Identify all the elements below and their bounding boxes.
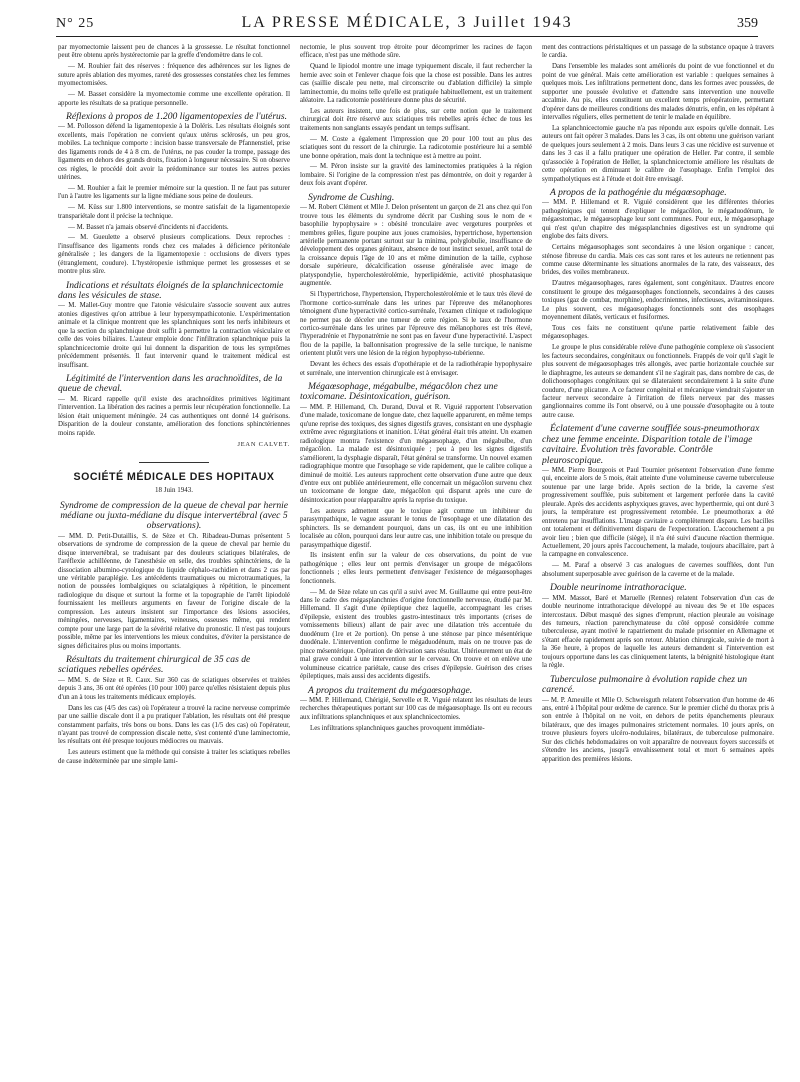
paragraph: — M. Gueulette a observé plusieurs complications. Deux reproches : l'insuffisance des ligaments ronds chez ces malades à déficience péritonéale généralisée ; les dangers de la ligamentopexie : occlusions de divers types (étranglement, coudure). L'hystéropexie isthmique permet les grossesses et se montre plus sûre. — [58, 234, 290, 276]
paragraph: — M. Küss sur 1.800 interventions, se montre satisfait de la ligamentopexie transpariétale dont il précise la technique. — [58, 204, 290, 220]
section-heading: Réflexions à propos de 1.200 ligamentopexies de l'utérus. — [66, 110, 287, 122]
issue-number: N° 25 — [56, 16, 95, 31]
column-3 — [542, 44, 774, 1074]
section-heading: Légitimité de l'intervention dans les arachnoïdites, de la queue de cheval. — [58, 373, 283, 395]
section-heading: Tuberculose pulmonaire à évolution rapide chez un carencé. — [542, 673, 747, 696]
paragraph: — M. Coste a également l'impression que 20 pour 100 tout au plus des sciatiques sont du ressort de la chirurgie. La radicotomie postérieure lui a semblé une bonne opération, mais dont la technique est à mettre au point. — [300, 135, 532, 160]
paragraph: — M. Rouhier fait des réserves : fréquence des adhérences sur les lignes de suture après ablation des myomes, rareté des grossesses constatées chez les femmes myomectomisées. — [58, 63, 290, 88]
paragraph: Ils insistent enfin sur la valeur de ces observations, du point de vue pathogénique ; elles leur ont permis d'envisager un groupe de mégacôlons fonctionnels ; elles leurs permettent d'envisager l'existence de mégaœsophages fonctionnels. — [300, 552, 532, 585]
author-signature: JEAN CALVET. — [237, 441, 290, 449]
journal-title: LA PRESSE MÉDICALE, 3 Juillet 1943 — [241, 14, 573, 31]
section-heading: Mégaœsophage, mégabulbe, mégacôlon chez une toxicomane. Désintoxication, guérison. — [300, 381, 498, 403]
paragraph: — MM. D. Petit-Dutaillis, S. de Sèze et Ch. Ribadeau-Dumas présentent 5 observations de syndrome de compression de la queue de cheval par hernie du disque intervertébral, se traduisant par des douleurs sciatiques bilatérales, de l'aréflexie achilléenne, de l'anesthésie en selle, des troubles sphinctériens, de la dissociation albumino-cytologique du liquide céphalo-rachidien et dans 2 cas par une véritable paraplégie. Les antécédents traumatiques ou microtraumatiques, la notion de poussées lombalgiques ou sciatalgiques à répétition, le pincement radiologique du disque et surtout la forme et la topographie de l'arrêt lipiodolé fournissaient les meilleurs arguments en faveur de l'origine discale de la compression. Les auteurs insistent sur l'importance des lésions associées, méningées, nerveuses, ligamentaires, veineuses, osseuses même, qui rendent compte pour une large part de la sévérité relative du pronostic. Il n'est pas toujours possible, même par les interventions les mieux conduites, d'éviter la persistance de signes déficitaires plus ou moins importants. — [58, 532, 290, 650]
header-rule — [56, 36, 758, 37]
session-date: 18 Juin 1943. — [155, 486, 193, 495]
paragraph: — MM. Pierre Bourgeois et Paul Tournier présentent l'observation d'une femme qui, enceinte alors de 5 mois, était atteinte d'une volumineuse caverne tuberculeuse soutenue par une large bride. Après section de la bride, la caverne s'est progressivement soufflée, puis subitement et largement perforée dans la cavité pleurale. Après des accidents asphyxiques graves, avec hyperthermie, qui ont duré 3 jours, la température est progressivement retombée. Le pneumothorax a été entretenu par insufflations. L'image cavitaire a complètement disparu. Les bacilles ont totalement et définitivement disparu de l'expectoration. L'accouchement a pu avoir lieu ; bien que difficile (siège), il n'a été suivi d'aucune réaction thermique. Actuellement, 20 jours après l'accouchement, la malade, toujours abacillaire, part à la campagne en convalescence. — [542, 466, 774, 559]
page-number: 359 — [737, 16, 758, 31]
paragraph: — MM. P. Hillemand et R. Viguié considèrent que les différentes théories pathogéniques qui tentent d'expliquer le mégacôlon, le mégaduodénum, le mégaestomac, le mégaœsophage leur sont communes. Pour eux, le mégaœsophage qui n'est qu'un chapitre des mégasplanchnies digestives est un syndrome qui englobe des faits divers. — [542, 199, 774, 241]
paragraph: — M. Pollosson défend la ligamentopexie à la Doléris. Les résultats éloignés sont excellents, mais l'opération ne convient qu'aux utérus sclérosés, un peu gros, mobiles. La technique comporte : incision basse transversale de Pfannenstiel, prise des ligaments ronds de 4 à 8 cm. de l'utérus, ne pas couder la trompe, passage des ligaments en dehors des grands droits, fixation à longueur nécessaire. Si on observe ces règles, le procédé doit avoir la prédominance sur toutes les autres pexies utérines. — [58, 123, 290, 182]
paragraph: — MM. P. Hillemand, Chérigié, Servelle et R. Viguié relatent les résultats de leurs recherches thérapeutiques portant sur 100 cas de mégaœsophage. Ils ont eu recours aux infiltrations splanchniques et aux splanchnicectomies. — [300, 696, 532, 721]
paragraph: Dans les cas (4/5 des cas) où l'opérateur a trouvé la racine nerveuse comprimée par une saillie discale dont il a pu pratiquer l'ablation, les résultats ont été presque constamment parfaits, très bons ou bons. Dans les cas (1/5 des cas) où l'opérateur, n'ayant pas trouvé de compression discale nette, s'est contenté d'une laminectomie, les résultats ont été presque toujours médiocres ou mauvais. — [58, 704, 290, 746]
paragraph: Le groupe le plus considérable relève d'une pathogénie complexe où s'associent les facteurs secondaires, congénitaux ou fonctionnels. Frappés de voir qu'il s'agit le plus souvent de mégaœsophages très allongés, avec partie horizontale couchée sur le diaphragme, les auteurs se demandent s'il ne s'agirait pas, dans nombre de cas, de dolichoœsophages congénitaux qui se dilateraient secondairement à la suite d'une coudure, d'une plicature. A ce facteur congénital et mécanique viendrait s'ajouter un facteur nerveux secondaire à l'irritation de filets nerveux par des masses ganglionnaires comme ils l'ont observé, ou à une poussée d'œsophagite ou à toute autre cause. — [542, 344, 774, 419]
section-heading: Double neurinome intrathoracique. — [550, 582, 687, 594]
section-heading: A propos du traitement du mégaœsophage. — [308, 684, 473, 696]
paragraph: La splanchnicectomie gauche n'a pas répondu aux espoirs qu'elle donnait. Les auteurs ont fait opérer 3 malades. Dans les 3 cas, ils ont obtenu une guérison variant de quelques jours seulement à 2 mois. Dans leurs 3 cas une récidive est survenue et dans les 3 cas il a fallu pratiquer une opération de Heller. Par contre, il semble qu'associée à l'opération de Heller, la splanchnicectomie améliore les résultats de cette opération en diminuant le calibre de l'œsophage. Enfin l'emploi des sympatholytiques est à l'étude et doit être envisagé. — [542, 124, 774, 183]
section-heading: Syndrome de compression de la queue de cheval par hernie médiane ou juxta-médiane du disque intervertébral (avec 5 observations). — [59, 499, 289, 532]
paragraph: Certains mégaœsophages sont secondaires à une lésion organique : cancer, sténose fibreuse du cardia. Mais ces cas sont rares et les auteurs ne retiennent pas comme cause déterminante les situations anormales de la rate, des vaisseaux, des brides, des voiles membraneux. — [542, 244, 774, 277]
section-heading: Syndrome de Cushing. — [308, 191, 395, 203]
section-heading: Résultats du traitement chirurgical de 35 cas de sciatiques rebelles opérées. — [58, 654, 251, 676]
paragraph: nectomie, le plus souvent trop étroite pour décomprimer les racines de façon efficace, n'est pas une méthode sûre. — [300, 44, 532, 60]
paragraph: Devant les échecs des essais d'opothérapie et de la radiothérapie hypophysaire et surrénale, une intervention chirurgicale est à envisager. — [300, 361, 532, 377]
section-heading: Indications et résultats éloignés de la splanchnicectomie dans les vésicules de stase. — [58, 279, 284, 302]
paragraph: — M. Péron insiste sur la gravité des laminectomies pratiquées à la région lombaire. Si l'origine de la compression n'est pas démontrée, on doit y regarder à deux fois avant d'opérer. — [300, 163, 532, 188]
paragraph: — M. Basset considère la myomectomie comme une excellente opération. Il apporte les résultats de sa pratique personnelle. — [58, 91, 290, 107]
paragraph: — M. Ricard rappelle qu'il existe des arachnoïdites primitives légitimant l'intervention. La libération des racines a permis leur récupération fonctionnelle. La lésion était uniquement méningée. 24 cas authentiques ont donné 14 guérisons. Disparition de la douleur constante, amélioration des fonctions sphinctériennes moins rapide. — [58, 395, 290, 437]
paragraph: — M. Basset n'a jamais observé d'incidents ni d'accidents. — [68, 223, 229, 231]
paragraph: Les auteurs admettent que le toxique agit comme un inhibiteur du parasympathique, le vague assurant le tonus de l'œsophage et une dilatation des sphincters. Ils se demandent pourquoi, dans un cas, ils ont eu une inhibition localisée au côlon, pourquoi dans leur autre cas, une inhibition totale ou presque du parasympathique digestif. — [300, 507, 532, 549]
paragraph: D'autres mégaœsophages, rares également, sont congénitaux. D'autres encore constituent le groupe des mégaœsophages fonctionnels, secondaires à des causes toxiques (gaz de combat, morphine), endocriniennes, infectieuses, avitaminosiques. Le plus souvent, ces mégaœsophages fonctionnels sont des œsophages moyennement dilatés, verticaux et fusiformes. — [542, 280, 774, 322]
column-1 — [58, 44, 290, 1074]
paragraph: Les auteurs insistent, une fois de plus, sur cette notion que le traitement chirurgical doit être réservé aux sciatiques très rebelles après échec de tous les traitements non sanglants essayés pendant un temps suffisant. — [300, 107, 532, 132]
paragraph: — MM. Massot, Baré et Maruelle (Rennes) relatent l'observation d'un cas de double neurinome intrathoracique développé au niveau des 9e et 10e espaces intercostaux. Début masqué des signes d'emprunt, réaction pleurale au voisinage des tumeurs, réaction parenchymateuse du côté opposé considérée comme tuberculeuse, ayant motivé le rapatriement du malade prisonnier en Allemagne et s'étant effacée rapidement après son retour. Ablation chirurgicale, suivie de mort à la 36e heure, à propos de laquelle les auteurs demandent si l'intervention est toujours opportune dans les cas cliniquement latents, la bénignité histologique étant la règle. — [542, 594, 774, 670]
paragraph: — M. Rouhier a fait le premier mémoire sur la question. Il ne faut pas suturer l'un à l'autre les ligaments sur la ligne médiane sous peine de douleurs. — [58, 184, 290, 201]
paragraph: Les auteurs estiment que la méthode qui consiste à traiter les sciatiques rebelles de cause indéterminée par une simple lami- — [58, 749, 290, 765]
paragraph: Les infiltrations splanchniques gauches provoquent immédiate- — [310, 724, 485, 732]
paragraph: par myomectomie laissent peu de chances à la grossesse. Le résultat fonctionnel peut être obtenu après hystérectomie par la greffe d'endomètre dans le col. — [58, 44, 290, 60]
paragraph: Tous ces faits ne constituent qu'une partie relativement faible des mégaœsophages. — [542, 324, 774, 341]
section-divider — [139, 462, 209, 463]
paragraph: — MM. S. de Sèze et R. Caux. Sur 360 cas de sciatiques observées et traitées depuis 3 ans, 36 ont été opérées (10 pour 100) parce qu'elles résistaient depuis plus d'un an à tous les traitements médicaux employés. — [58, 676, 290, 701]
section-heading: A propos de la pathogénie du mégaœsophage. — [550, 187, 727, 199]
paragraph: — M. P. Ameuille et Mlle O. Schweisguth relatent l'observation d'un homme de 46 ans, entré à l'hôpital pour œdème de carence. Sur le premier cliché du thorax pris à son entrée à l'hôpital on ne voit, en dehors de petits épanchements pleuraux bilatéraux, que des images pulmonaires strictement normales. 10 jours après, on trouve plusieurs foyers ulcéro-nodulaires, bilatéraux, de tuberculose pulmonaire. Sur des clichés hebdomadaires on voit apparaître de nouveaux foyers successifs et s'étendre les anciens, jusqu'à envahissement total et mort 6 semaines après apparition des premières lésions. — [542, 696, 774, 763]
paragraph: — MM. P. Hillemand, Ch. Durand, Duval et R. Viguié rapportent l'observation d'une malade, toxicomane de longue date, chez laquelle apparurent, en même temps qu'une reprise des toxiques, des signes digestifs graves, consistant en une dysphagie extrême avec régurgitations et inanition. L'état général était très atteint. Un examen radiologique montra l'existence d'un mégaœsophage, d'un mégabulbe, d'un mégacôlon. La malade est désintoxiquée ; peu à peu les signes digestifs s'améliorent, la dysphagie disparaît, l'état général se transforme. Un nouvel examen radiographique montre que l'œsophage se vide rapidement, que le calibre colique a diminué de moitié. Les auteurs rapprochent cette observation d'une autre que deux d'entre eux ont publiée antérieurement, elle concernait un mégacôlon survenu chez un toxicomane de longue date, mégacôlon qui disparut après une cure de désintoxication pour réapparaître après la reprise du toxique. — [300, 403, 532, 504]
paragraph: — M. Paraf a observé 3 cas analogues de cavernes soufflées, dont l'un absolument superposable avec guérison de la caverne et de la malade. — [542, 562, 774, 578]
paragraph: Si l'hypertrichose, l'hypertension, l'hypercholestérolémie et le taux très élevé de l'hormone cortico-surrénale dans les urines par l'épreuve des mélanophores témoignent d'une hyperactivité cortico-surrénale, l'examen clinique et radiologique ne permet pas de déceler une tumeur de cette région. Si le taux de l'hormone cortico-surrénale dans les urines par l'épreuve des mélanophores est très élevé, l'hyperadrénie et l'hyponatrémie ne sont pas en faveur d'une hyperactivité. L'aspect flou de la papille, la ballonnisation progressive de la selle turcique, le nanisme orientent plutôt vers une lésion de la région hypophyso-tubérienne. — [300, 291, 532, 358]
paragraph: — M. Robert Clément et Mlle J. Delon présentent un garçon de 21 ans chez qui l'on trouve tous les éléments du syndrome décrit par Cushing sous le nom de « basophilie hypophysaire » : obésité tronculaire avec vergetures pourprées et membres grêles, figure poupine aux joues cramoisies, hypertrichose, hypertension artérielle permanente portant surtout sur la minima, polyglobulie, insuffisance de développement des organes génitaux, absence de tout instinct sexuel, arrêt total de la croissance depuis l'âge de 10 ans et même diminution de la taille, cyphose dorsale supérieure, décalcification osseuse généralisée avec image de platyspondylie, hypercholestérolémie, hyperlipidémie, activité phosphatasique augmentée. — [300, 204, 532, 288]
paragraph: — M. Mallet-Guy montre que l'atonie vésiculaire s'associe souvent aux autres atonies digestives qu'on attribue à leur hypersympathicotonie. L'expérimentation animale et la clinique montrent que les splanchniques sont les nerfs inhibiteurs et que la section du splanchnique droit suffit à permettre la contraction vésiculaire et celle des voies biliaires. L'auteur emploie donc l'infiltration splanchnique puis la splanchnicectomie droite qui lui donnent la disparition de tous les symptômes précédemment présentés. Il faut intervenir quand le traitement médical est insuffisant. — [58, 302, 290, 369]
paragraph: Quand le lipiodol montre une image typiquement discale, il faut rechercher la hernie avec soin et l'enlever chaque fois que la chose est possible. Dans les autres cas (saillie discale peu nette, mal circonscrite ou d'ablation difficile) la simple laminectomie, du moins telle qu'elle est pratiquée habituellement, est un traitement aléatoire. La radicotomie postérieure donne plus de sécurité. — [300, 63, 532, 105]
column-2 — [300, 44, 532, 1074]
paragraph: ment des contractions péristaltiques et un passage de la substance opaque à travers le cardia. — [542, 44, 774, 60]
paragraph: Dans l'ensemble les malades sont améliorés du point de vue fonctionnel et du point de vue général. Mais cette amélioration est variable : quelques semaines à quelques mois. Les infiltrations permettent donc, dans les formes avec poussées, de supporter une poussée évolutive et d'attendre sans intervention une nouvelle accalmie. Au pis, elles constituent un excellent temps préopératoire, permettant d'opérer dans de meilleures conditions des malades dénutris, enfin, en les répétant à intervalles réguliers, elles permettent de tenir le malade en équilibre. — [542, 63, 774, 122]
section-heading: Éclatement d'une caverne soufflée sous-pneumothorax chez une femme enceinte. Disparition totale de l'image cavitaire. Évolution très favorable. Contrôle pleuroscopique. — [542, 423, 760, 466]
society-heading: SOCIÉTÉ MÉDICALE DES HOPITAUX — [73, 470, 275, 483]
paragraph: — M. de Sèze relate un cas qu'il a suivi avec M. Guillaume qui entre peut-être dans le cadre des mégasplanchnies d'origine fonctionnelle nerveuse, étudié par M. Hillemand. Il s'agit d'une épileptique chez laquelle, accompagnant les crises d'épilepsie, existent des troubles gastro-intestinaux très importants (crises de vomissements bilieux) allant de pair avec une dilatation très accentuée du duodénum (1re et 2e portion). On pense à une sténose par pince mésentérique duodénale. L'intervention confirme le mégaduodénum, mais on ne trouve pas de pince mésentérique. Opération de dérivation sans résultat. Ultérieurement un état de mal grave conduit à une intervention sur le cerveau. On trouve et on enlève une volumineuse cicatrice pariétale, cause des crises d'épilepsie. Guérison des crises épileptiques, mais aussi des accidents digestifs. — [300, 588, 532, 681]
